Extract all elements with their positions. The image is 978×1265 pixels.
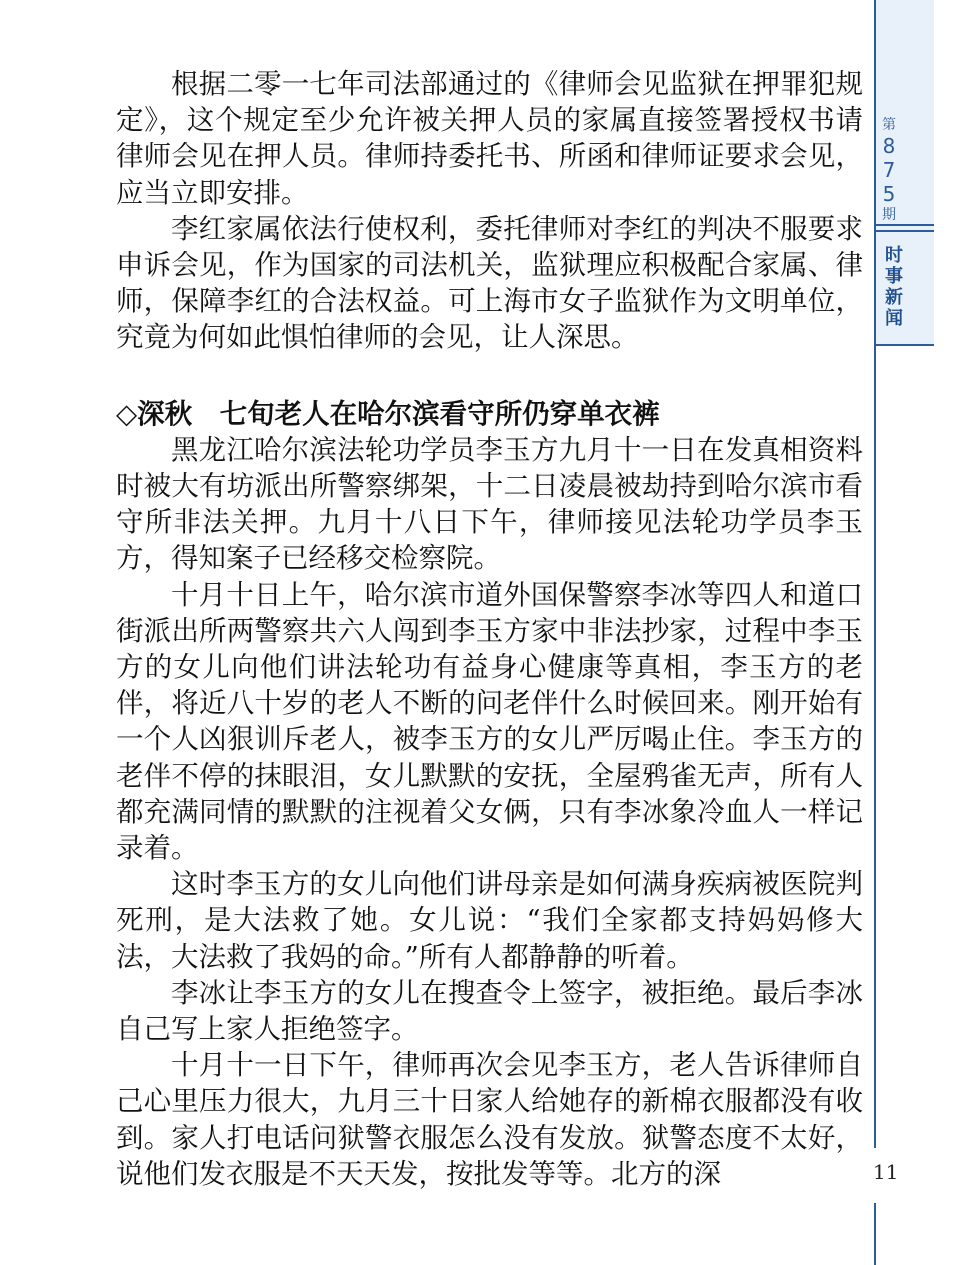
paragraph: 李红家属依法行使权利，委托律师对李红的判决不服要求申诉会见，作为国家的司法机关，监狱理应积极配合家属、律师，保障李红的合法权益。可上海市女子监狱作为文明单位，究竟为何如此惧怕律师的会见，让人深思。: [116, 212, 863, 354]
section-char: 新: [885, 287, 903, 308]
paragraph: 这时李玉方的女儿向他们讲母亲是如何满身疾病被医院判死刑，是大法救了她。女儿说：“我们全家都支持妈妈修大法，大法救了我妈的命。”所有人都静静的听着。: [116, 868, 863, 973]
sidebar-divider-1: [874, 224, 934, 226]
paragraph: 十月十日上午，哈尔滨市道外国保警察李冰等四人和道口街派出所两警察共六人闯到李玉方家中非法抄家，过程中李玉方的女儿向他们讲法轮功有益身心健康等真相，李玉方的老伴，将近八十岁的老人不断的问老伴什么时候回来。刚开始有一个人凶狠训斥老人，被李玉方的女儿严厉喝止住。李玉方的老伴不停的抹眼泪，女儿默默的安抚，全屋鸦雀无声，所有人都充满同情的默默的注视着父女俩，只有李冰象冷血人一样记录着。: [116, 578, 863, 865]
issue-digit: 7: [882, 158, 896, 182]
paragraph: 李冰让李玉方的女儿在搜查令上签字，被拒绝。最后李冰自己写上家人拒绝签字。: [116, 976, 863, 1046]
paragraph: 十月十一日下午，律师再次会见李玉方，老人告诉律师自己心里压力很大，九月三十日家人给她存的新棉衣服都没有收到。家人打电话问狱警衣服怎么没有发放。狱警态度不太好，说他们发衣服是不天天发，按批发等等。北方的深: [116, 1049, 863, 1190]
sidebar-rule-bottom: [874, 1203, 876, 1265]
sidebar-rule-top: [874, 0, 876, 1148]
article-heading: ◇深秋 七旬老人在哈尔滨看守所仍穿单衣裤: [116, 397, 660, 430]
section-title: [880, 245, 908, 329]
section-char: 事: [885, 266, 903, 287]
issue-suffix: 期: [882, 207, 896, 223]
section-char: 闻: [885, 308, 903, 329]
sidebar-divider-3: [874, 344, 934, 346]
paragraph: 根据二零一七年司法部通过的《律师会见监狱在押罪犯规定》，这个规定至少允许被关押人员的家属直接签署授权书请律师会见在押人员。律师持委托书、所函和律师证要求会见，应当立即安排。: [116, 68, 863, 209]
sidebar-divider-2: [874, 230, 934, 232]
issue-digit: 8: [882, 134, 896, 158]
issue-prefix: 第: [882, 117, 896, 133]
page-number: 11: [873, 1160, 899, 1184]
section-char: 时: [885, 245, 903, 266]
spacer: [116, 356, 863, 396]
issue-digit: 5: [882, 182, 896, 206]
article-column: [116, 66, 863, 1192]
paragraph: 黑龙江哈尔滨法轮功学员李玉方九月十一日在发真相资料时被大有坊派出所警察绑架，十二日凌晨被劫持到哈尔滨市看守所非法关押。九月十八日下午，律师接见法轮功学员李玉方，得知案子已经移交检察院。: [116, 433, 863, 575]
issue-number: [878, 116, 900, 224]
